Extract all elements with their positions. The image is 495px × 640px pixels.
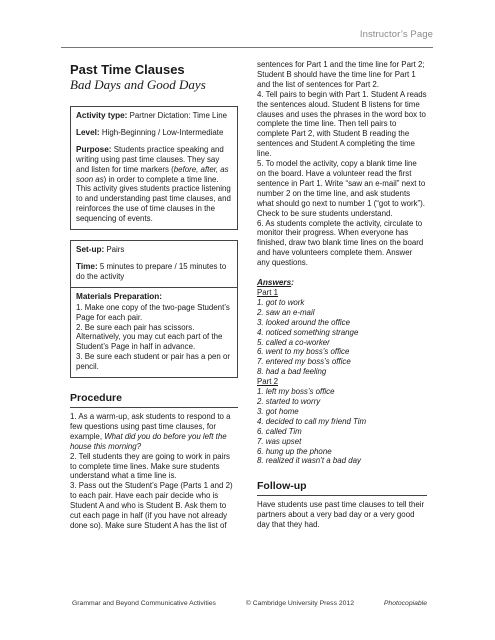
answer-item: 7. entered my boss’s office (257, 357, 351, 367)
procedure-step-3: 3. Pass out the Student’s Page (Parts 1 and 2) to each pair. Have each pair decide who is Student A and who is Student B. Ask them to cut each page in half (if you have not already done so). Make sure Student A has the list of (70, 481, 233, 530)
page-subtitle: Bad Days and Good Days (70, 77, 206, 92)
answers-section (257, 278, 427, 466)
part-2-label: Part 2 (257, 377, 279, 387)
answer-item: 5. called a co-worker (257, 337, 330, 347)
purpose: Purpose: Students practice speaking and writing using past time clauses. They say and listen for time markers (before, after, as soon as) in order to complete a time line. This activity gives students practice listening to and understanding past time clauses, and reinforces the use of time clauses in the sequencing of events. (76, 144, 231, 224)
answer-item: 3. looked around the office (257, 317, 351, 327)
part-1-label: Part 1 (257, 288, 279, 298)
procedure-heading: Procedure (70, 392, 238, 408)
setup-box (70, 240, 238, 288)
answer-item: 8. realized it wasn’t a bad day (257, 456, 361, 466)
page-title: Past Time Clauses (70, 62, 185, 77)
right-column (257, 60, 427, 530)
activity-type: Activity type: Partner Dictation: Time Line (76, 111, 227, 120)
level: Level: High-Beginning / Low-Intermediate (76, 127, 224, 137)
followup-section (257, 480, 427, 530)
activity-info-box (70, 106, 238, 230)
materials-item: 2. Be sure each pair has scissors. Alternatively, you may cut each part of the Student’s Page in half in advance. (76, 322, 223, 352)
answer-item: 2. saw an e-mail (257, 307, 315, 317)
procedure-step-3-continued: sentences for Part 1 and the time line for Part 2; Student B should have the time line for Part 1 and the list of sentences for Part 2. (257, 60, 425, 89)
footer-copyright: © Cambridge University Press 2012 (245, 600, 354, 607)
answer-item: 6. went to my boss’s office (257, 347, 350, 357)
materials-item: 3. Be sure each student or pair has a pen or pencil. (76, 352, 230, 372)
footer-book-title: Grammar and Beyond Communicative Activities (72, 600, 216, 607)
setup: Set-up: Pairs (76, 245, 125, 255)
followup-heading: Follow-up (257, 480, 427, 496)
footer-photocopiable: Photocopiable (383, 600, 427, 607)
procedure-step-1: 1. As a warm-up, ask students to respond to a few questions using past time clauses, for example, What did you do before you left the house this morning? (70, 412, 231, 451)
answer-item: 7. was upset (257, 436, 302, 446)
header-divider (61, 47, 433, 48)
answer-item: 2. started to worry (257, 397, 321, 406)
materials-box (70, 288, 238, 378)
answer-item: 4. noticed something strange (257, 327, 359, 337)
answer-item: 1. got to work (257, 297, 305, 307)
procedure-step-6: 6. As students complete the activity, circulate to monitor their progress. When everyone has finished, draw two blank time lines on the board and have volunteers complete them. Answer any questions. (257, 218, 424, 268)
answers-heading: Answers: (257, 278, 294, 288)
procedure-step-4: 4. Tell pairs to begin with Part 1. Student A reads the sentences aloud. Student B listens for time clauses and uses the phrases in the word box to complete the time line. Then tell pairs to complete Part 2, with Student B reading the sentences and Student A completing the time line. (257, 89, 427, 159)
left-column (70, 60, 238, 531)
page-header-label: Instructor’s Page (359, 29, 433, 40)
procedure-step-5: 5. To model the activity, copy a blank time line on the board. Have a volunteer read the first sentence in Part 1. Write “saw an e-mail” next to number 2 on the time line, and ask students what should go next to number 1 (“got to work”). Check to be sure students understand. (257, 159, 426, 218)
time: Time: 5 minutes to prepare / 15 minutes to do the activity (76, 261, 227, 281)
answer-item: 1. left my boss’s office (257, 387, 335, 397)
answer-item: 6. called Tim (257, 426, 302, 436)
answer-item: 8. had a bad feeling (257, 367, 327, 377)
materials-label: Materials Preparation: (76, 291, 162, 301)
procedure-step-2: 2. Tell students they are going to work in pairs to complete time lines. Make sure students understand what a time line is. (70, 451, 230, 481)
page-footer (72, 600, 427, 607)
answer-item: 3. got home (257, 406, 299, 416)
answer-item: 4. decided to call my friend Tim (257, 416, 367, 426)
answer-item: 6. hung up the phone (257, 446, 332, 456)
materials-item: 1. Make one copy of the two-page Student’s Page for each pair. (76, 302, 230, 322)
followup-text: Have students use past time clauses to tell their partners about a very bad day or a very good day that they had. (257, 500, 425, 530)
